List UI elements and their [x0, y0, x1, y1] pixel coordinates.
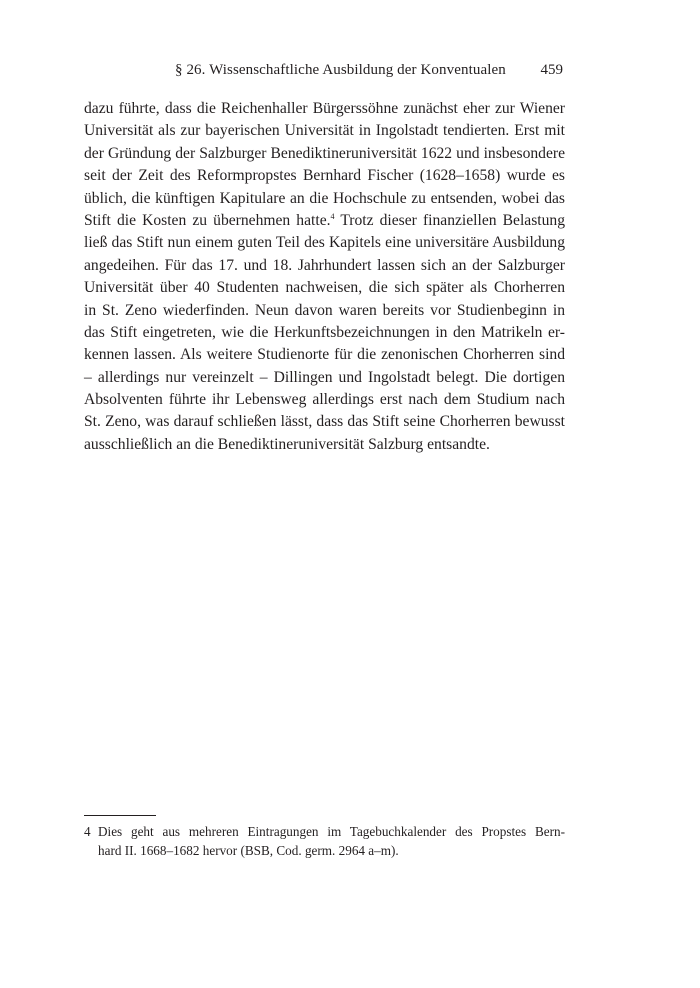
- body-line: St. Zeno, was darauf schließen lässt, dass das Stift seine Chorherren bewusst: [84, 413, 565, 431]
- body-line: der Gründung der Salzburger Benediktineruniversität 1622 und insbesondere: [84, 144, 565, 162]
- body-line: Absolventen führte ihr Lebensweg allerdings erst nach dem Studium nach: [84, 391, 565, 409]
- body-line: kennen lassen. Als weitere Studienorte für die zenonischen Chorherren sind: [84, 346, 565, 364]
- body-line: angedeihen. Für das 17. und 18. Jahrhundert lassen sich an der Salzburger: [84, 256, 565, 274]
- footnote-block: [84, 822, 565, 860]
- body-line-text: Stift die Kosten zu übernehmen hatte.: [84, 211, 331, 229]
- body-line: ließ das Stift nun einem guten Teil des Kapitels eine universitäre Ausbildung: [84, 234, 565, 252]
- body-line: dazu führte, dass die Reichenhaller Bürgerssöhne zunächst eher zur Wiener: [84, 100, 565, 117]
- footnote-reference: 4: [330, 211, 335, 221]
- footnote-text: Dies geht aus mehreren Eintragungen im Tagebuchkalender des Propstes Bern-: [98, 824, 565, 839]
- running-head: § 26. Wissenschaftliche Ausbildung der Konventualen: [175, 62, 506, 78]
- body-line-text: Trotz dieser finanziellen Belastung: [334, 211, 565, 229]
- footnote-line: hard II. 1668–1682 hervor (BSB, Cod. germ. 2964 a–m).: [98, 843, 399, 858]
- footnote-line: [84, 822, 565, 841]
- body-line: üblich, die künftigen Kapitulare an die Hochschule zu entsenden, wobei das: [84, 189, 565, 207]
- page-number: 459: [540, 62, 563, 78]
- body-line: Universität über 40 Studenten nachweisen, die sich später als Chorherren: [84, 279, 565, 297]
- footnote-divider: [84, 815, 156, 816]
- body-line: seit der Zeit des Reformpropstes Bernhard Fischer (1628–1658) wurde es: [84, 167, 565, 185]
- body-line: das Stift eingetreten, wie die Herkunftsbezeichnungen in den Matrikeln er-: [84, 323, 565, 341]
- body-line: Universität als zur bayerischen Universität in Ingolstadt tendierten. Erst mit: [84, 122, 565, 140]
- body-line: ausschließlich an die Benediktineruniversität Salzburg entsandte.: [84, 435, 490, 453]
- body-line: in St. Zeno wiederfinden. Neun davon waren bereits vor Studienbeginn in: [84, 301, 565, 319]
- body-paragraph: [84, 98, 565, 456]
- body-line-with-footnote: [84, 210, 565, 232]
- body-line: – allerdings nur vereinzelt – Dillingen und Ingolstadt belegt. Die dortigen: [84, 368, 565, 386]
- footnote-number: 4: [84, 824, 91, 839]
